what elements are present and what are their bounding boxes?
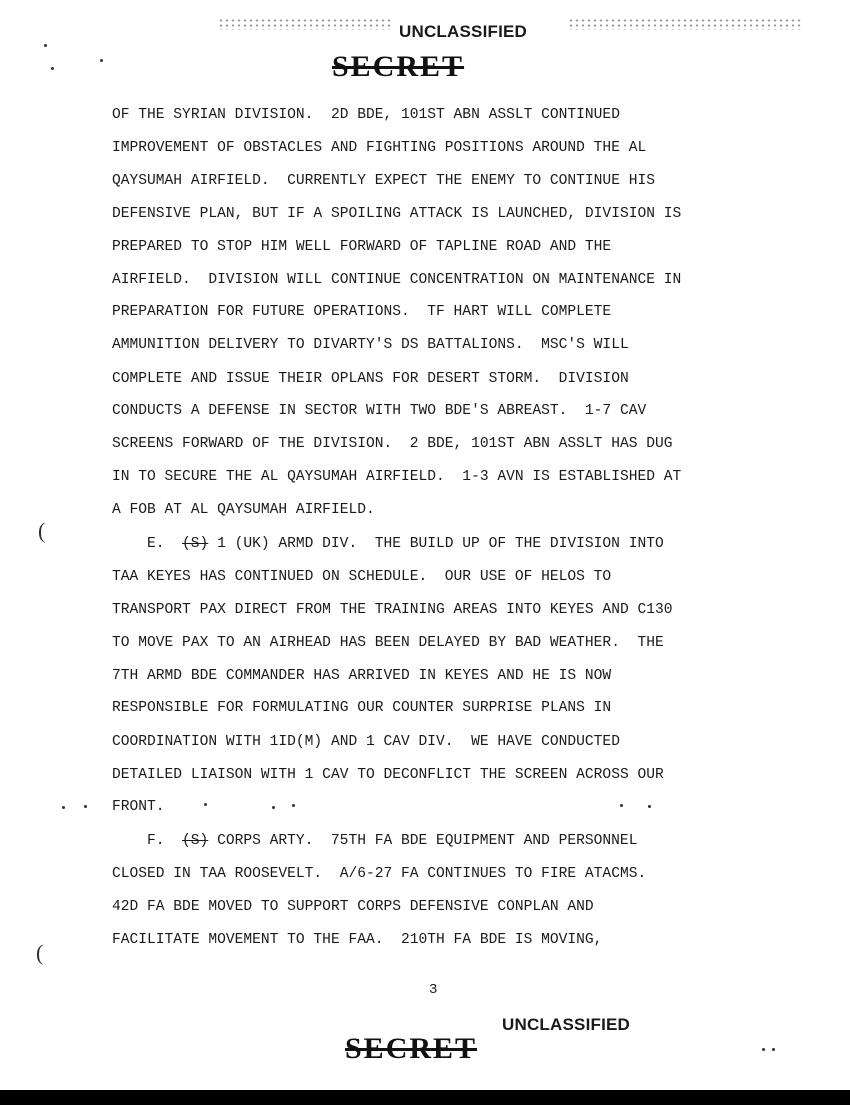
body-line: COMPLETE AND ISSUE THEIR OPLANS FOR DESERT STORM. DIVISION [112,371,629,387]
body-line: RESPONSIBLE FOR FORMULATING OUR COUNTER SURPRISE PLANS IN [112,700,612,716]
margin-paren-mark: ( [38,518,46,543]
body-line: PREPARATION FOR FUTURE OPERATIONS. TF HART WILL COMPLETE [112,304,612,320]
header-secret-marking: SECRET [332,50,465,83]
margin-dot [648,805,651,808]
body-line: A FOB AT AL QAYSUMAH AIRFIELD. [112,502,375,518]
paragraph-f-text: CORPS ARTY. 75TH FA BDE EQUIPMENT AND PERSONNEL [217,833,638,849]
margin-dot [51,67,54,70]
margin-dot [100,59,103,62]
paragraph-e-heading [147,535,664,553]
margin-dot [272,806,275,809]
body-line: 42D FA BDE MOVED TO SUPPORT CORPS DEFENSIVE CONPLAN AND [112,899,594,915]
paragraph-e-text: 1 (UK) ARMD DIV. THE BUILD UP OF THE DIVISION INTO [217,536,664,552]
paragraph-f-heading [147,832,637,850]
footer-unclassified-stamp: UNCLASSIFIED [502,1015,631,1034]
body-line: TAA KEYES HAS CONTINUED ON SCHEDULE. OUR USE OF HELOS TO [112,569,612,585]
margin-dot [44,44,47,47]
body-line: IN TO SECURE THE AL QAYSUMAH AIRFIELD. 1-3 AVN IS ESTABLISHED AT [112,469,682,485]
margin-dot [772,1048,775,1051]
paragraph-e-struck-marking: (S) [182,536,209,552]
body-line: AIRFIELD. DIVISION WILL CONTINUE CONCENTRATION ON MAINTENANCE IN [112,272,682,288]
page-number: 3 [429,982,438,998]
body-line: IMPROVEMENT OF OBSTACLES AND FIGHTING POSITIONS AROUND THE AL [112,140,647,156]
header-unclassified-stamp: UNCLASSIFIED [399,22,528,41]
paragraph-e-letter: E. [147,536,165,552]
body-line: DEFENSIVE PLAN, BUT IF A SPOILING ATTACK IS LAUNCHED, DIVISION IS [112,206,682,222]
body-line: COORDINATION WITH 1ID(M) AND 1 CAV DIV. WE HAVE CONDUCTED [112,734,620,750]
margin-dot [762,1048,765,1051]
margin-dot [292,804,295,807]
footer-secret-marking: SECRET [345,1032,478,1065]
body-line: AMMUNITION DELIVERY TO DIVARTY'S DS BATTALIONS. MSC'S WILL [112,337,629,353]
body-line: QAYSUMAH AIRFIELD. CURRENTLY EXPECT THE ENEMY TO CONTINUE HIS [112,173,655,189]
body-line: PREPARED TO STOP HIM WELL FORWARD OF TAPLINE ROAD AND THE [112,239,612,255]
body-line: 7TH ARMD BDE COMMANDER HAS ARRIVED IN KEYES AND HE IS NOW [112,668,612,684]
body-line: FACILITATE MOVEMENT TO THE FAA. 210TH FA BDE IS MOVING, [112,932,603,948]
body-line: OF THE SYRIAN DIVISION. 2D BDE, 101ST ABN ASSLT CONTINUED [112,107,620,123]
paragraph-f-letter: F. [147,833,165,849]
body-line: TRANSPORT PAX DIRECT FROM THE TRAINING AREAS INTO KEYES AND C130 [112,602,673,618]
margin-dot [620,804,623,807]
body-line: FRONT. [112,799,165,815]
body-line: SCREENS FORWARD OF THE DIVISION. 2 BDE, 101ST ABN ASSLT HAS DUG [112,436,673,452]
header-speckle-left [218,18,393,30]
body-line: TO MOVE PAX TO AN AIRHEAD HAS BEEN DELAYED BY BAD WEATHER. THE [112,635,664,651]
margin-paren-mark: ( [36,940,44,965]
body-line: CLOSED IN TAA ROOSEVELT. A/6-27 FA CONTINUES TO FIRE ATACMS. [112,866,647,882]
margin-dot [62,806,65,809]
header-speckle-right [568,18,803,30]
margin-dot [204,803,207,806]
body-line: CONDUCTS A DEFENSE IN SECTOR WITH TWO BDE'S ABREAST. 1-7 CAV [112,403,647,419]
body-line: DETAILED LIAISON WITH 1 CAV TO DECONFLICT THE SCREEN ACROSS OUR [112,767,664,783]
paragraph-f-struck-marking: (S) [182,833,209,849]
margin-dot [84,805,87,808]
scan-bottom-edge [0,1090,850,1105]
